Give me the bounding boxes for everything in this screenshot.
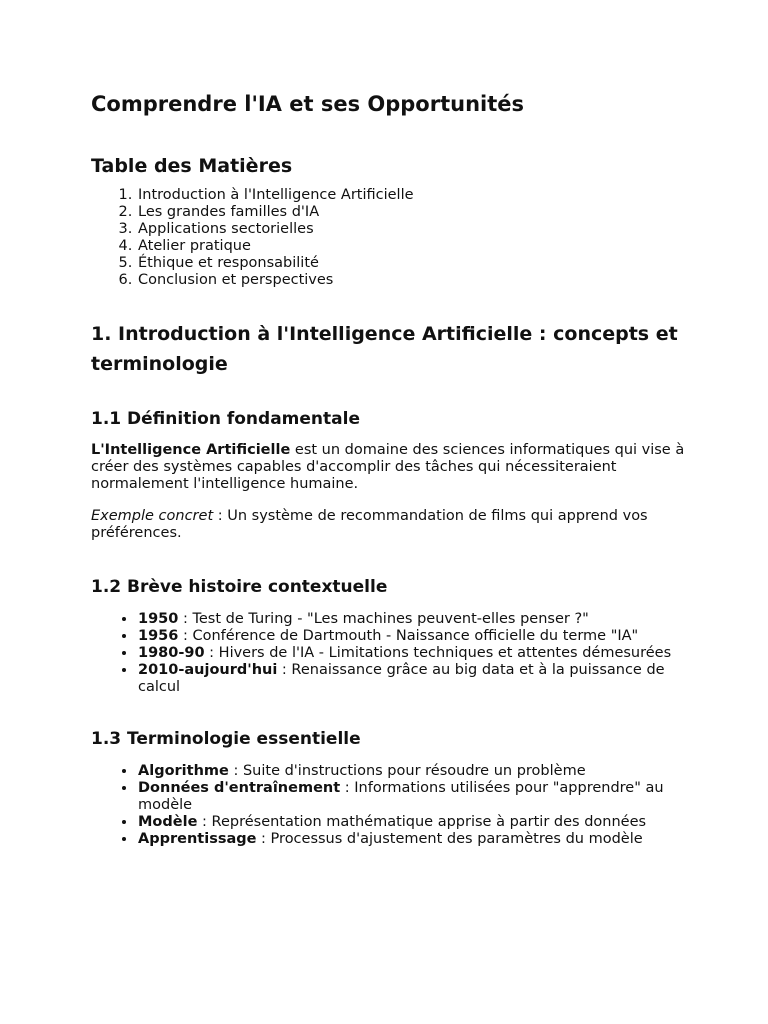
definition-term: L'Intelligence Artificielle bbox=[91, 442, 291, 458]
toc-item: 2. Les grandes familles d'IA bbox=[137, 204, 691, 221]
subsection-heading-history: 1.2 Brève histoire contextuelle bbox=[91, 577, 388, 597]
document-body bbox=[91, 88, 691, 848]
list-item-text: : Informations utilisées pour "apprendre" au modèle bbox=[138, 780, 664, 813]
toc-item: 1. Introduction à l'Intelligence Artificielle bbox=[137, 187, 691, 204]
list-item-text: : Renaissance grâce au big data et à la puissance de calcul bbox=[138, 662, 665, 695]
example-label: Exemple concret bbox=[91, 508, 214, 524]
list-item-text: : Test de Turing - "Les machines peuvent-elles penser ?" bbox=[178, 611, 589, 627]
definition-paragraph bbox=[91, 442, 691, 493]
list-item bbox=[137, 780, 691, 814]
toc-item: 6. Conclusion et perspectives bbox=[137, 272, 691, 289]
list-item bbox=[137, 645, 691, 662]
list-item bbox=[137, 831, 691, 848]
example-text: : Un système de recommandation de films qui apprend vos préférences. bbox=[91, 508, 648, 541]
toc-item: 3. Applications sectorielles bbox=[137, 221, 691, 238]
definition-text: est un domaine des sciences informatiques qui vise à créer des systèmes capables d'accomplir des tâches qui nécessiteraient normalement l'intelligence humaine. bbox=[91, 442, 685, 492]
list-item-term: Apprentissage bbox=[138, 831, 257, 847]
list-item-term: 2010-aujourd'hui bbox=[138, 662, 278, 678]
toc-list bbox=[91, 187, 691, 289]
list-item-term: 1956 bbox=[138, 628, 179, 644]
list-item-text: : Représentation mathématique apprise à partir des données bbox=[197, 814, 647, 830]
subsection-heading-definition: 1.1 Définition fondamentale bbox=[91, 409, 360, 429]
section-heading: 1. Introduction à l'Intelligence Artificielle : concepts et terminologie bbox=[91, 323, 678, 375]
list-item-text: : Suite d'instructions pour résoudre un problème bbox=[228, 763, 586, 779]
toc-item: 4. Atelier pratique bbox=[137, 238, 691, 255]
list-item-text: : Conférence de Dartmouth - Naissance officielle du terme "IA" bbox=[178, 628, 639, 644]
list-item bbox=[137, 814, 691, 831]
list-item bbox=[137, 611, 691, 628]
toc-item: 5. Éthique et responsabilité bbox=[137, 255, 691, 272]
list-item-text: : Processus d'ajustement des paramètres du modèle bbox=[256, 831, 643, 847]
list-item-text: : Hivers de l'IA - Limitations techniques et attentes démesurées bbox=[204, 645, 672, 661]
list-item-term: Modèle bbox=[138, 814, 198, 830]
document-title: Comprendre l'IA et ses Opportunités bbox=[91, 92, 525, 116]
toc-heading: Table des Matières bbox=[91, 155, 293, 177]
list-item-term: 1980-90 bbox=[138, 645, 205, 661]
list-item bbox=[137, 628, 691, 645]
list-item bbox=[137, 763, 691, 780]
list-item-term: Algorithme bbox=[138, 763, 229, 779]
list-item bbox=[137, 662, 691, 696]
list-item-term: Données d'entraînement bbox=[138, 780, 341, 796]
history-list bbox=[91, 611, 691, 696]
terminology-list bbox=[91, 763, 691, 848]
list-item-term: 1950 bbox=[138, 611, 179, 627]
example-paragraph bbox=[91, 508, 691, 542]
subsection-heading-terminology: 1.3 Terminologie essentielle bbox=[91, 729, 361, 749]
